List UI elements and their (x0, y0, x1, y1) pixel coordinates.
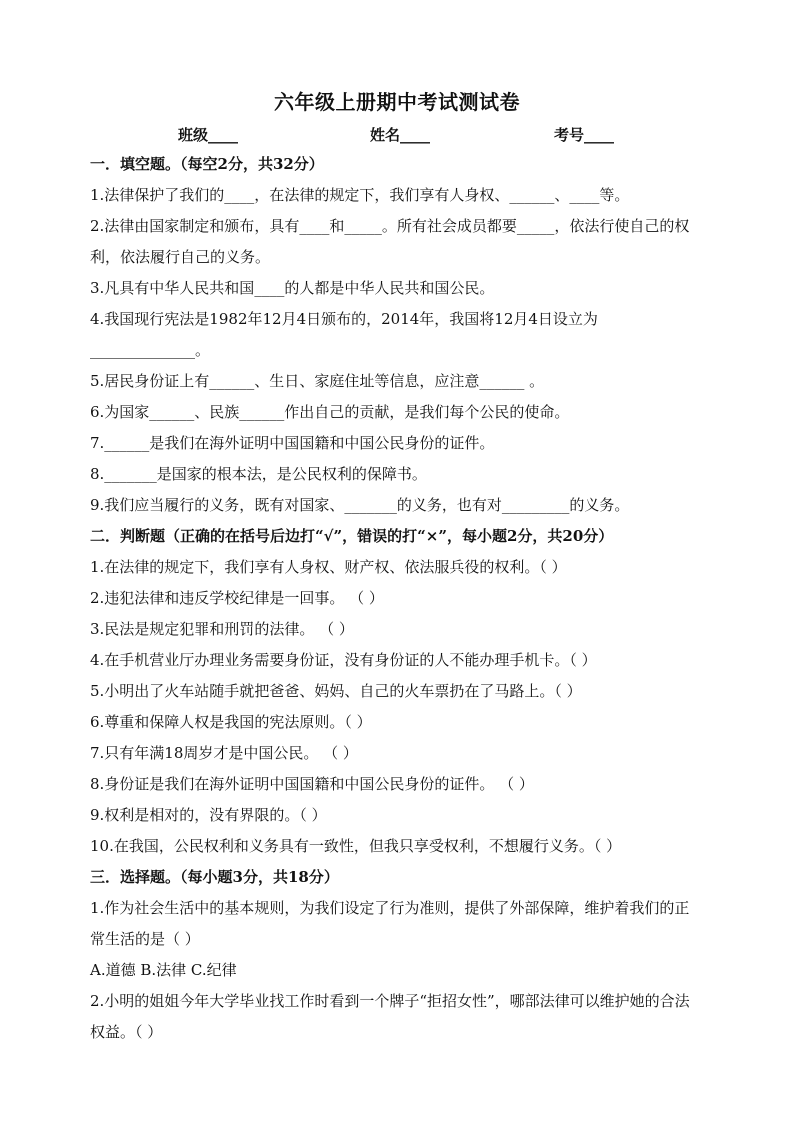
question-judge-1: 1.在法律的规定下，我们享有人身权、财产权、依法服兵役的权利。（ ） (90, 558, 567, 576)
section-heading-judge: 二．判断题（正确的在括号后边打“√”，错误的打“×”，每小题2分，共20分） (90, 527, 614, 545)
question-choice-1-options: A.道德 B.法律 C.纪律 (90, 961, 237, 979)
question-fill-4-blank: ______________。 (90, 341, 211, 359)
section-heading-fill: 一．填空题。（每空2分，共32分） (90, 155, 324, 173)
question-fill-8: 8._______是国家的根本法，是公民权利的保障书。 (90, 465, 427, 483)
student-info-row (0, 124, 794, 146)
question-fill-4: 4.我国现行宪法是1982年12月4日颁布的，2014年，我国将12月4日设立为 (90, 310, 598, 328)
question-judge-10: 10.在我国，公民权利和义务具有一致性，但我只享受权利，不想履行义务。（ ） (90, 837, 622, 855)
question-judge-9: 9.权利是相对的，没有界限的。（ ） (90, 806, 327, 824)
question-judge-8: 8.身份证是我们在海外证明中国国籍和中国公民身份的证件。 （ ） (90, 775, 534, 793)
question-judge-7: 7.只有年满18周岁才是中国公民。 （ ） (90, 744, 358, 762)
question-fill-5: 5.居民身份证上有______、生日、家庭住址等信息，应注意______ 。 (90, 372, 545, 390)
question-fill-6: 6.为国家______、民族______作出自己的贡献，是我们每个公民的使命。 (90, 403, 570, 421)
name-field-label: 姓名____ (370, 126, 431, 144)
question-judge-2: 2.违犯法律和违反学校纪律是一回事。 （ ） (90, 589, 384, 607)
question-fill-2: 2.法律由国家制定和颁布，具有____和_____。所有社会成员都要_____，依法行使自己的权利，依法履行自己的义务。 (90, 217, 690, 266)
exam-content (90, 149, 704, 1048)
question-judge-4: 4.在手机营业厅办理业务需要身份证，没有身份证的人不能办理手机卡。（ ） (90, 651, 597, 669)
question-fill-1: 1.法律保护了我们的____，在法律的规定下，我们享有人身权、______、____等。 (90, 186, 630, 204)
page-title: 六年级上册期中考试测试卷 (274, 90, 520, 114)
question-judge-6: 6.尊重和保障人权是我国的宪法原则。（ ） (90, 713, 372, 731)
question-choice-1: 1.作为社会生活中的基本规则，为我们设定了行为准则，提供了外部保障，维护着我们的正常生活的是（ ） (90, 899, 690, 948)
question-judge-5: 5.小明出了火车站随手就把爸爸、妈妈、自己的火车票扔在了马路上。（ ） (90, 682, 582, 700)
section-heading-choice: 三．选择题。（每小题3分，共18分） (90, 868, 339, 886)
question-judge-3: 3.民法是规定犯罪和刑罚的法律。 （ ） (90, 620, 354, 638)
question-fill-3: 3.凡具有中华人民共和国____的人都是中华人民共和国公民。 (90, 279, 495, 297)
question-choice-2: 2.小明的姐姐今年大学毕业找工作时看到一个牌子“拒招女性”，哪部法律可以维护她的合法权益。（ ） (90, 992, 690, 1041)
question-fill-9: 9.我们应当履行的义务，既有对国家、_______的义务，也有对_________的义务。 (90, 496, 630, 514)
exam-number-field-label: 考号____ (554, 126, 615, 144)
class-field-label: 班级____ (178, 126, 239, 144)
question-fill-7: 7.______是我们在海外证明中国国籍和中国公民身份的证件。 (90, 434, 495, 452)
